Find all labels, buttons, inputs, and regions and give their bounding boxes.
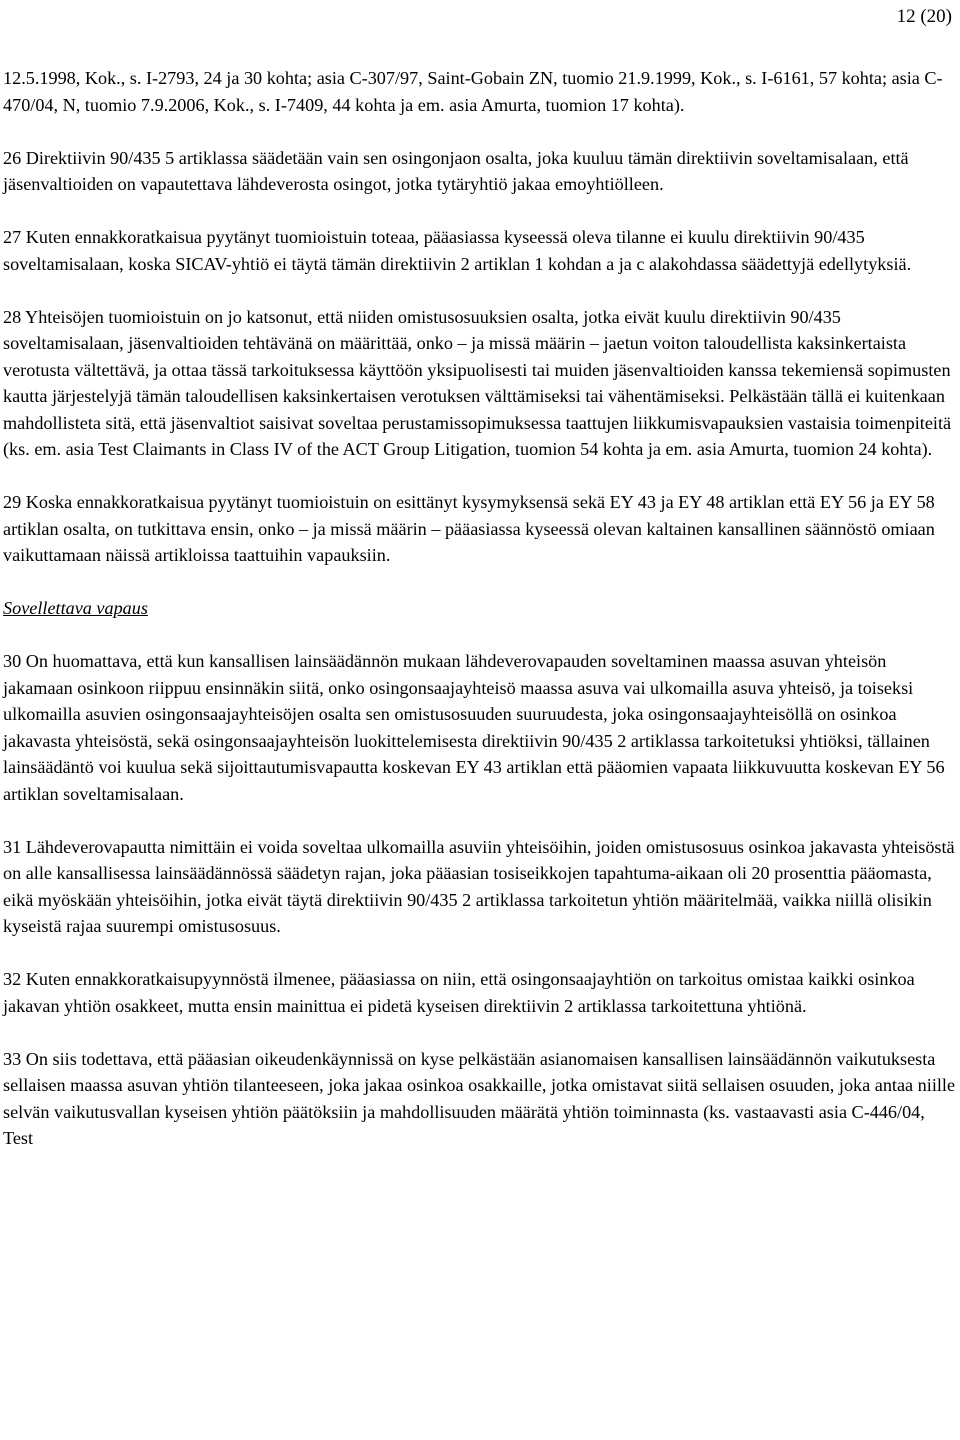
paragraph-26: 26 Direktiivin 90/435 5 artiklassa säädetään vain sen osingonjaon osalta, joka kuuluu tämän direktiivin soveltamisalaan, että jäsenvaltioiden on vapautettava lähdeverosta osingot, jotka tytäryhtiö jakaa emoyhtiölleen. — [3, 147, 909, 194]
page-number: 12 (20) — [896, 6, 952, 27]
section-heading: Sovellettava vapaus — [3, 598, 148, 618]
paragraph-31: 31 Lähdeverovapautta nimittäin ei voida soveltaa ulkomailla asuviin yhteisöihin, joiden omistusosuus osinkoa jakavasta yhteisöstä on alle kansallisessa lainsäädännössä säädetyn rajan, joka pääasian tosiseikkojen tapahtuma-aikaan oli 20 prosenttia pääomasta, eikä myöskään yhteisöihin, jotka eivät täytä direktiivin 90/435 2 artiklassa tarkoitetun yhtiön määritelmää, vaikka niillä olisikin kyseistä rajaa suurempi omistusosuus. — [3, 836, 955, 936]
paragraph-33: 33 On siis todettava, että pääasian oikeudenkäynnissä on kyse pelkästään asianomaisen kansallisen lainsäädännön vaikutuksesta sellaisen maassa asuvan yhtiön tilanteeseen, joka jakaa osinkoa osakkaille, jotka omistavat siitä sellaisen osuuden, joka antaa niille selvän vaikutusvallan kyseisen yhtiön päätöksiin ja mahdollisuuden määrätä yhtiön toiminnasta (ks. vastaavasti asia C-446/04, Test — [3, 1048, 956, 1148]
paragraph-29: 29 Koska ennakkoratkaisua pyytänyt tuomioistuin on esittänyt kysymyksensä sekä EY 43 ja EY 48 artiklan että EY 56 ja EY 58 artiklan osalta, on tutkittava ensin, onko – ja missä määrin – pääasiassa kyseessä olevan kaltainen kansallinen säännöstö omiaan vaikuttamaan näissä artikloissa taattuihin vapauksiin. — [3, 492, 935, 565]
paragraph-continued: 12.5.1998, Kok., s. I-2793, 24 ja 30 kohta; asia C-307/97, Saint-Gobain ZN, tuomio 21.9.1999, Kok., s. I-6161, 57 kohta; asia C-470/04, N, tuomio 7.9.2006, Kok., s. I-7409, 44 kohta ja em. asia Amurta, tuomion 17 kohta). — [3, 68, 943, 115]
paragraph-30: 30 On huomattava, että kun kansallisen lainsäädännön mukaan lähdeverovapauden soveltaminen maassa asuvan yhteisön jakamaan osinkoon riippuu ensinnäkin siitä, onko osingonsaajayhteisö maassa asuva vai ulkomailla asuva yhteisö, ja toiseksi ulkomailla asuvien osingonsaajayhteisöjen osalta sen omistusosuuden suuruudesta, joka osingonsaajayhteisöllä on osinkoa jakavasta yhteisöstä, sekä osingonsaajayhteisön luokittelemisesta direktiivin 90/435 2 artiklassa tarkoitetuksi yhtiöksi, tällainen lainsäädäntö voi kuulua sekä sijoittautumisvapautta koskevan EY 43 artiklan että pääomien vapaata liikkuvuutta koskevan EY 56 artiklan soveltamisalaan. — [3, 651, 945, 804]
paragraph-32: 32 Kuten ennakkoratkaisupyynnöstä ilmenee, pääasiassa on niin, että osingonsaajayhtiön on tarkoitus omistaa kaikki osinkoa jakavan yhtiön osakkeet, mutta ensin mainittua ei pidetä kyseisen direktiivin 2 artiklassa tarkoitettuna yhtiönä. — [3, 969, 915, 1016]
paragraph-28: 28 Yhteisöjen tuomioistuin on jo katsonut, että niiden omistusosuuksien osalta, jotka eivät kuulu direktiivin 90/435 soveltamisalaan, jäsenvaltioiden tehtävänä on määrittää, onko – ja missä määrin – jaetun voiton taloudellista kaksinkertaista verotusta vältettävä, ja ottaa tässä tarkoituksessa käyttöön yksipuolisesti tai muiden jäsenvaltioiden kanssa tekemiensä sopimusten kautta järjestelyjä tämän taloudellisen kaksinkertaisen verotuksen välttämiseksi tai vähentämiseksi. Pelkästään tällä ei kuitenkaan mahdollisteta sitä, että jäsenvaltiot saisivat soveltaa perustamissopimuksessa taattujen liikkumisvapauksien vastaisia toimenpiteitä (ks. em. asia Test Claimants in Class IV of the ACT Group Litigation, tuomion 54 kohta ja em. asia Amurta, tuomion 24 kohta). — [3, 306, 952, 459]
document-body — [3, 65, 957, 1178]
paragraph-27: 27 Kuten ennakkoratkaisua pyytänyt tuomioistuin toteaa, pääasiassa kyseessä oleva tilanne ei kuulu direktiivin 90/435 soveltamisalaan, koska SICAV-yhtiö ei täytä tämän direktiivin 2 artiklan 1 kohdan a ja c alakohdassa säädettyjä edellytyksiä. — [3, 227, 912, 274]
